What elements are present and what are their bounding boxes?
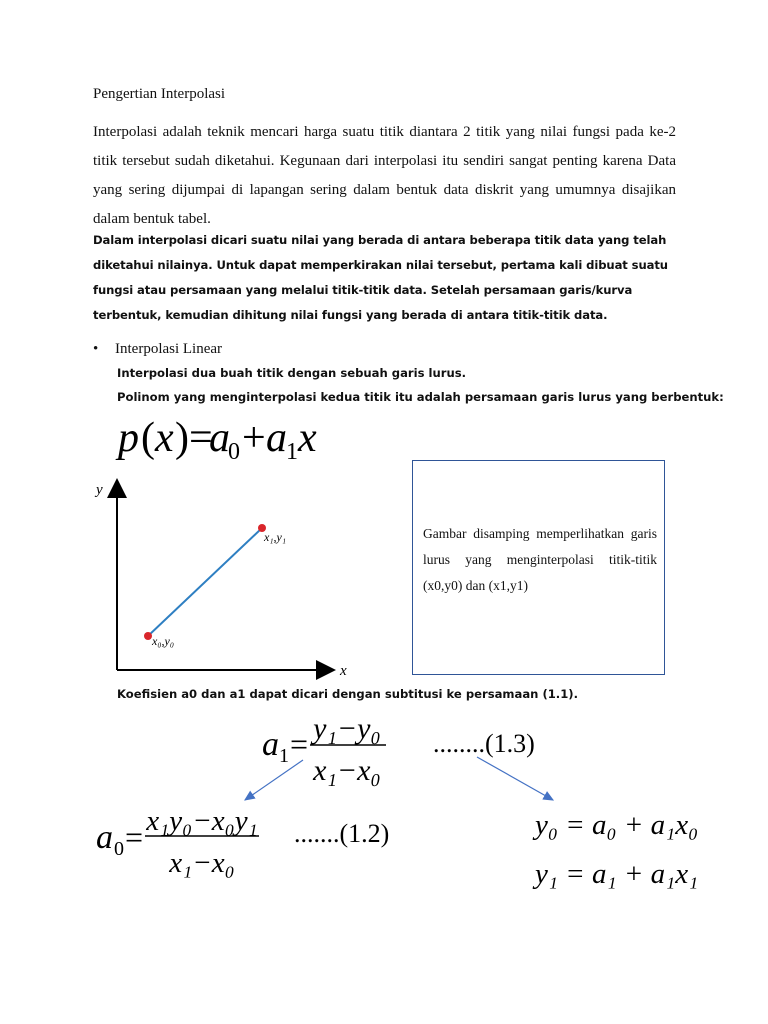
equation-1-3: [262, 712, 535, 787]
caption-text: Gambar disamping memperlihatkan garis lurus yang menginterpolasi titik-titik (x0,y0) dan (x1,y1): [423, 526, 657, 593]
eq12-lhs-sub: 0: [114, 838, 124, 860]
arrow-to-system: [477, 757, 553, 800]
eq12-eq: =: [125, 819, 144, 855]
formula-a0: a: [209, 415, 230, 461]
formula-x: x: [155, 415, 174, 461]
formula-p: p: [118, 415, 139, 461]
eq12-ref: .......(1.2): [294, 819, 390, 848]
page-heading: Pengertian Interpolasi: [93, 86, 226, 102]
eq12-denominator: x₁−x₀: [169, 847, 235, 879]
eq13-numerator: y₁−y₀: [313, 712, 381, 745]
interpolation-line: [148, 528, 262, 636]
formula-a1: a: [266, 415, 287, 461]
point-x1-label: x₁,y₁: [264, 530, 286, 544]
formula-sub1: 1: [286, 439, 298, 465]
eq12-lhs: a: [96, 819, 113, 856]
equation-system: [532, 809, 698, 890]
eq-system-line2: y₁ = a₁ + a₁x₁: [535, 858, 699, 890]
y-axis-label: y: [96, 482, 103, 498]
bullet-dot: •: [93, 341, 99, 357]
point-x0-label: x₀,y₀: [152, 634, 174, 648]
eq13-lhs: a: [262, 726, 279, 763]
arrow-to-eq12: [245, 760, 303, 800]
formula-lparen: (: [141, 415, 155, 461]
equation-1-2: [96, 805, 389, 879]
eq-system-line1: y₀ = a₀ + a₁x₀: [535, 809, 699, 841]
x-axis-label: x: [340, 663, 347, 679]
caption-box: [412, 460, 665, 675]
formula-x2: x: [298, 415, 317, 461]
formula-sub0: 0: [228, 439, 240, 465]
intro-paragraph: Interpolasi adalah teknik mencari harga suatu titik diantara 2 titik yang nilai fungsi pada ke-2 titik tersebut sudah diketahui. Kegunaan dari interpolasi itu sendiri sangat penting karena Data yang sering dijumpai di lapangan sering dalam bentuk data diskrit yang umumnya disajikan dalam bentuk tabel.: [93, 124, 676, 227]
bullet-label: Interpolasi Linear: [115, 341, 223, 357]
eq13-denominator: x₁−x₀: [313, 754, 381, 787]
bold-paragraph: Dalam interpolasi dicari suatu nilai yang berada di antara beberapa titik data yang telah diketahui nilainya. Untuk dapat memperkirakan nilai tersebut, pertama kali dibuat suatu fungsi atau persamaan yang melalui titik-titik data. Setelah persamaan garis/kurva terbentuk, kemudian dihitung nilai fungsi yang berada di antara titik-titik data.: [93, 233, 668, 322]
eq13-ref: ........(1.3): [433, 729, 535, 758]
linear-description: Interpolasi dua buah titik dengan sebuah garis lurus.: [117, 366, 467, 380]
interpolation-graph: [94, 482, 347, 679]
polynom-description: Polinom yang menginterpolasi kedua titik itu adalah persamaan garis lurus yang berbentuk:: [117, 390, 724, 404]
formula-rparen-eq: )=: [175, 415, 213, 461]
formula-plus: +: [242, 415, 266, 461]
point-x0-y0: [144, 632, 152, 640]
formula-main: [115, 415, 317, 465]
eq13-lhs-sub: 1: [279, 745, 289, 767]
koefisien-text: Koefisien a0 dan a1 dapat dicari dengan subtitusi ke persamaan (1.1).: [117, 687, 578, 701]
eq13-eq: =: [290, 726, 309, 762]
eq12-numerator: x₁y₀−x₀y₁: [146, 805, 258, 837]
